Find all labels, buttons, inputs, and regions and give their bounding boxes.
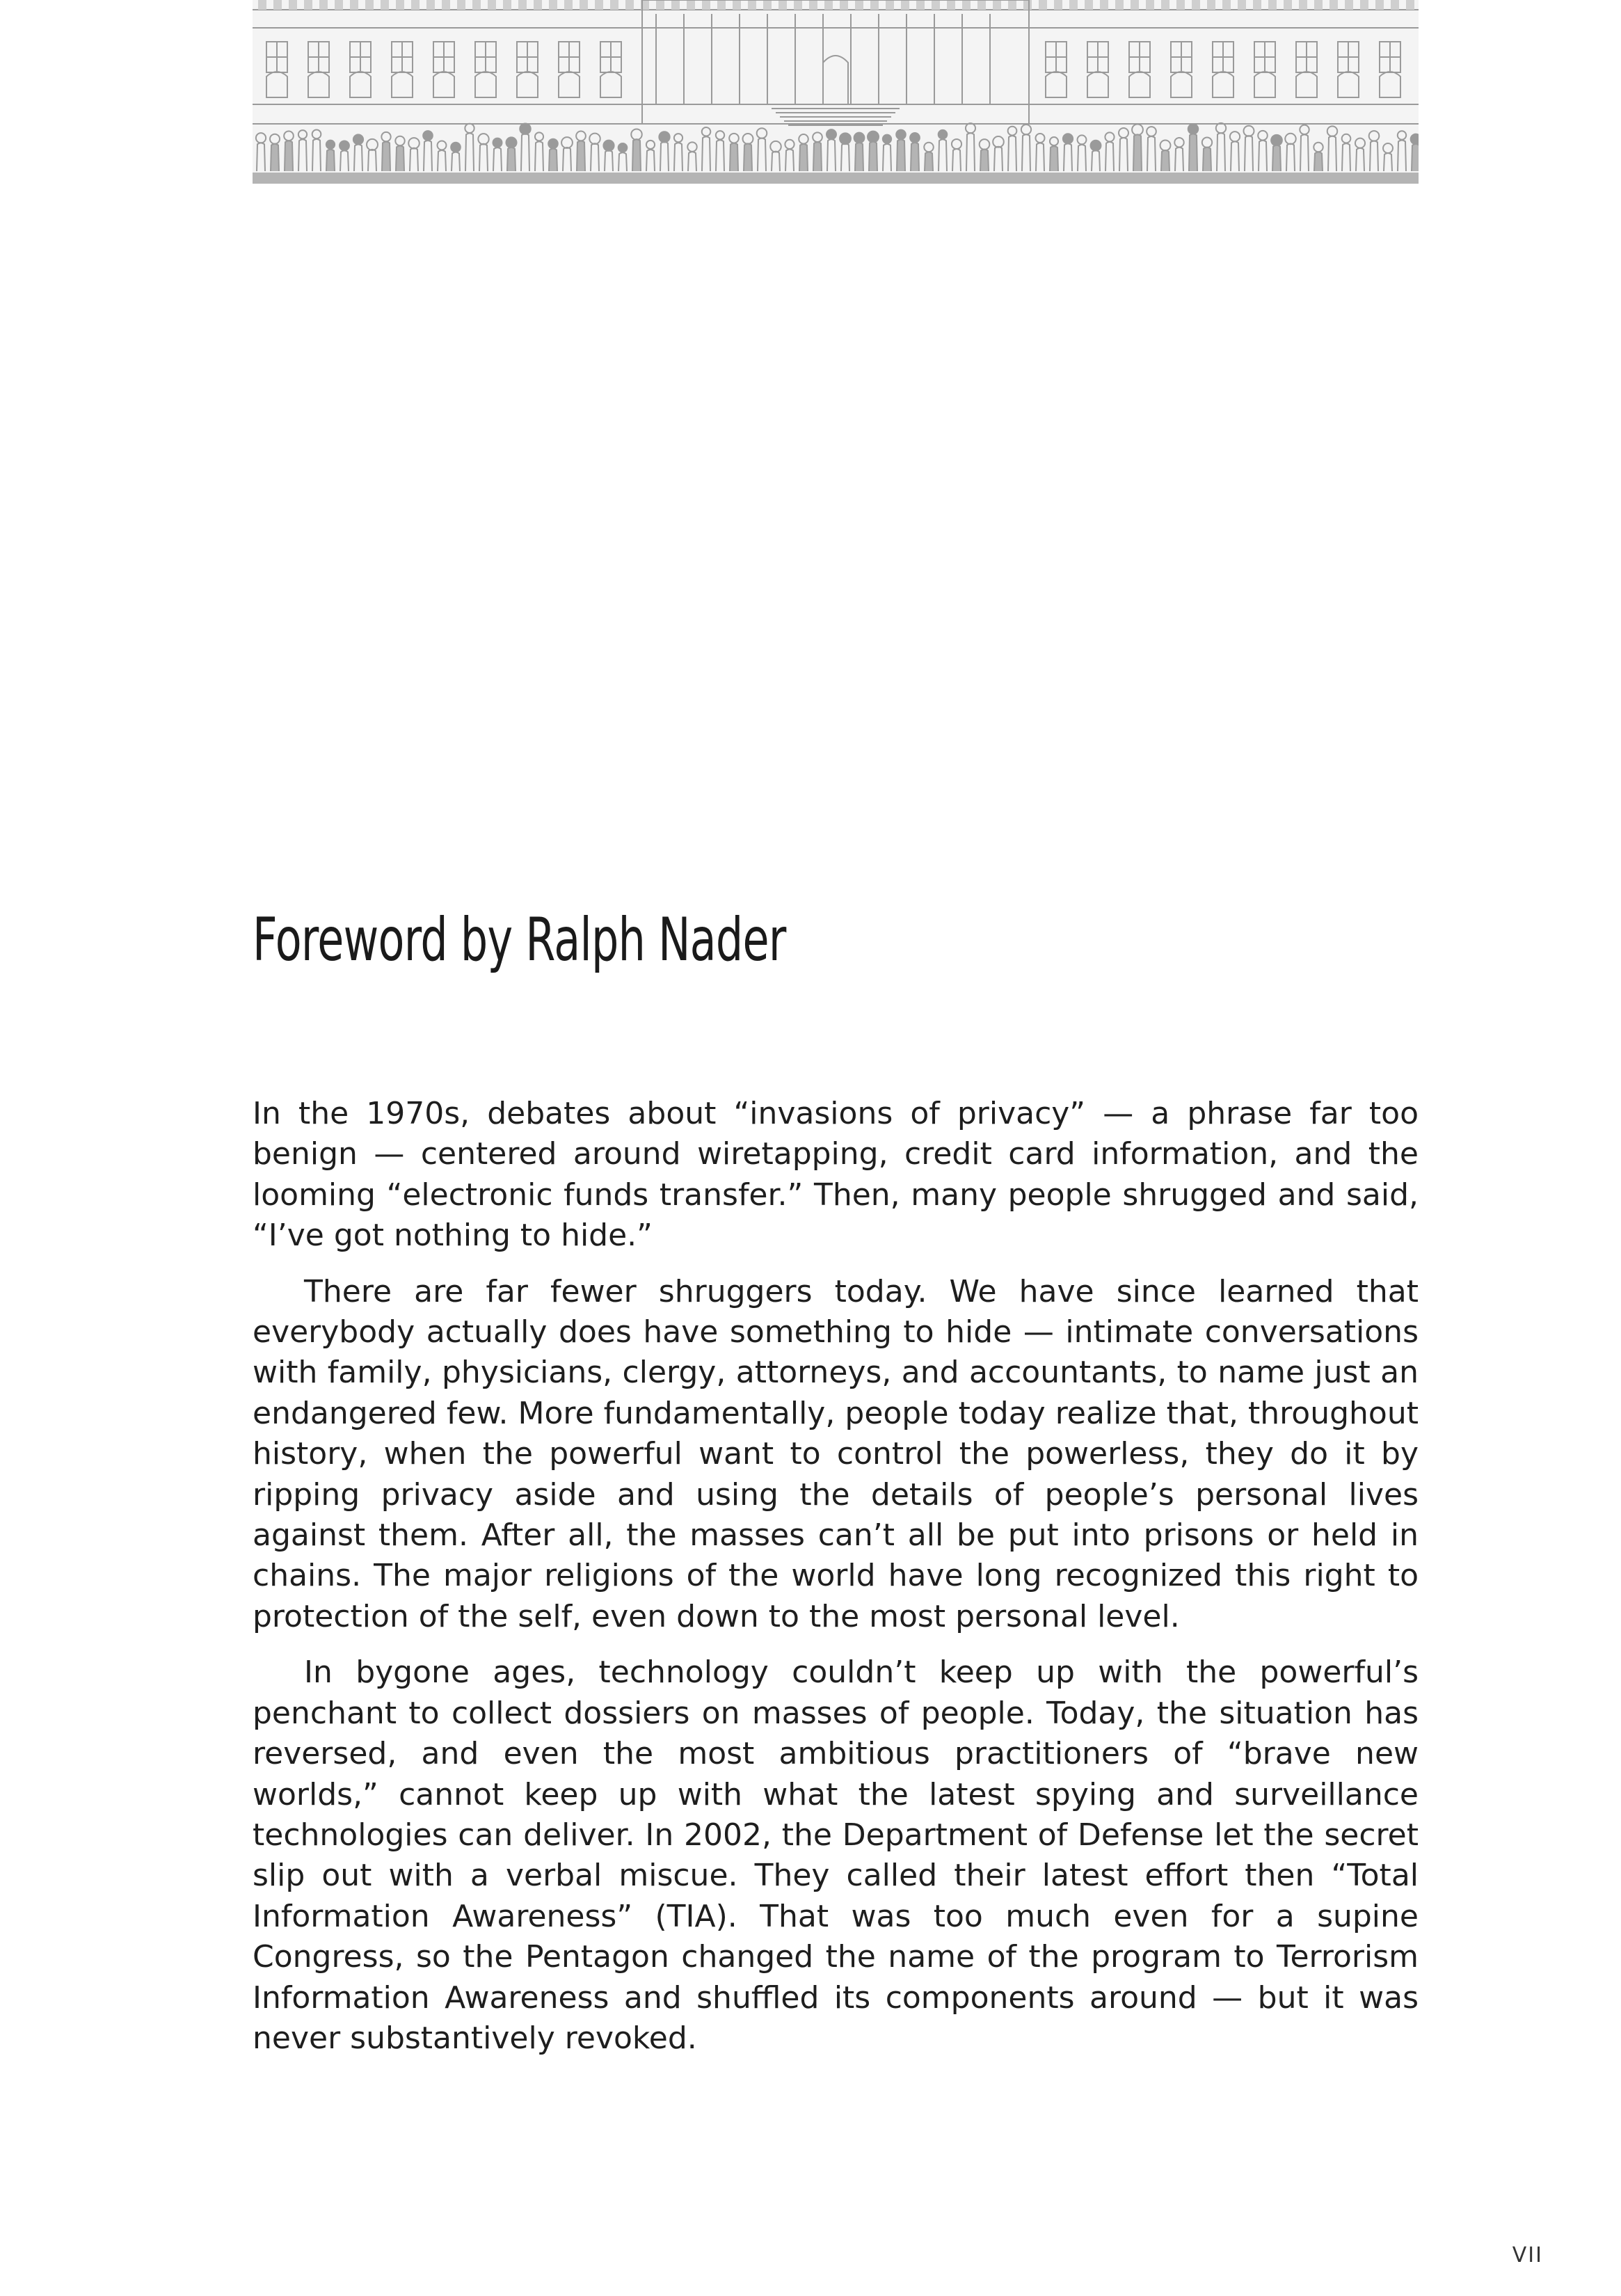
dentil [488, 0, 496, 10]
crowd-head [939, 130, 948, 139]
dentil [733, 0, 741, 10]
dentil [748, 0, 756, 10]
paragraph-1: In the 1970s, debates about “invasions of privacy” — a phrase far too benign — centered around wiretapping, credit card information, and the looming “electronic funds transfer.” Then, many people shrugged and said, “I’ve got nothing to hide.” [253, 1096, 1419, 1254]
crowd-head [659, 131, 669, 142]
dentil [625, 0, 634, 10]
crowd-head [423, 131, 433, 141]
dentil [794, 0, 802, 10]
crowd-head [340, 141, 349, 150]
dentil [962, 0, 971, 10]
dentil [549, 0, 557, 10]
dentil [977, 0, 986, 10]
crowd-head [1091, 141, 1101, 151]
crowd-body [1412, 144, 1419, 171]
crowd-body [897, 139, 905, 171]
dentil [335, 0, 343, 10]
crowd-body [577, 141, 585, 171]
dentil [993, 0, 1001, 10]
dentil [1085, 0, 1093, 10]
crowd-body [1189, 134, 1197, 171]
dentil [1238, 0, 1246, 10]
dentil [1329, 0, 1338, 10]
crowd-head [618, 143, 628, 152]
crowd-body [855, 143, 863, 171]
crowd-head [854, 133, 865, 143]
dentil [1222, 0, 1231, 10]
dentil [319, 0, 328, 10]
crowd-head [1063, 134, 1073, 143]
dentil [1284, 0, 1292, 10]
dentil [472, 0, 481, 10]
crowd-head [896, 130, 906, 140]
dentil [1207, 0, 1215, 10]
crowd-body [925, 152, 933, 171]
dentil [534, 0, 542, 10]
dentil [809, 0, 817, 10]
crowd-head [603, 141, 614, 151]
dentil [702, 0, 710, 10]
crowd-body [813, 142, 822, 171]
dentil [580, 0, 588, 10]
dentil [778, 0, 787, 10]
crowd-body [549, 149, 557, 171]
crowd-head [548, 139, 558, 149]
dentil [824, 0, 833, 10]
dentil [763, 0, 772, 10]
dentil [656, 0, 664, 10]
dentil [365, 0, 374, 10]
crowd-body [911, 143, 919, 171]
foreword-body [253, 1094, 1419, 2074]
crowd-head [868, 131, 879, 143]
chapter-title: Foreword by Ralph Nader [253, 905, 786, 975]
dentil [518, 0, 527, 10]
header-illustration [253, 0, 1419, 184]
crowd-head [520, 123, 530, 134]
dentil [1345, 0, 1353, 10]
dentil [1299, 0, 1307, 10]
crowd-head [451, 143, 461, 152]
dentil [1100, 0, 1108, 10]
paragraph-2: There are far fewer shruggers today. We have since learned that everybody actually does have something to hide — intimate conversations with family, physicians, clergy, attorneys, and accountants, to name just an endangered few. More fundamentally, people today realize that, throughout history, when the powerful want to control the powerless, they do it by ripping privacy aside and using the details of people’s personal lives against them. After all, the masses can’t all be put into prisons or held in chains. The major religions of the world have long recognized this right to protection of the self, even down to the most personal level. [253, 1273, 1419, 1634]
crowd-head [506, 137, 516, 148]
dentil [855, 0, 863, 10]
crowd-body [271, 144, 279, 171]
dentil [350, 0, 358, 10]
dentil [457, 0, 465, 10]
dentil [1391, 0, 1399, 10]
crowd-body [869, 142, 877, 171]
dentil [687, 0, 695, 10]
dentil [503, 0, 511, 10]
crowd-head [1188, 124, 1198, 134]
dentil [717, 0, 726, 10]
dentil [258, 0, 266, 10]
dentil [1314, 0, 1323, 10]
dentil [1146, 0, 1154, 10]
dentil [1054, 0, 1062, 10]
paragraph-3: In bygone ages, technology couldn’t keep up with the powerful’s penchant to collect dossiers on masses of people. Today, the situation has reversed, and even the most ambitious practitioners of “brave new worlds,” cannot keep up with what the latest spying and surveillance technologies can deliver. In 2002, the Department of Defense let the secret slip out with a verbal miscue. They called their latest effort then “Total Information Awareness” (TIA). That was too much even for a supine Congress, so the Pentagon changed the name of the program to Terrorism Information Awareness and shuffled its components around — but it was never substantively revoked. [253, 1655, 1419, 2056]
dentil [840, 0, 848, 10]
crowd-body [980, 149, 989, 171]
dentil [1406, 0, 1414, 10]
dentil [1131, 0, 1139, 10]
crowd-body [285, 141, 293, 171]
crowd-head [910, 133, 920, 143]
dentil [916, 0, 925, 10]
bottom-band [253, 173, 1419, 184]
crowd-body [744, 143, 752, 171]
dentil [901, 0, 909, 10]
dentil [1268, 0, 1277, 10]
dentil [304, 0, 312, 10]
dentil [947, 0, 955, 10]
crowd-body [382, 142, 390, 171]
crowd-head [1271, 135, 1282, 146]
crowd-body [1133, 134, 1142, 171]
dentil [1192, 0, 1200, 10]
crowd-body [632, 139, 641, 171]
crowd-head [883, 135, 891, 143]
crowd-head [353, 134, 363, 144]
dentil [1069, 0, 1078, 10]
crowd-body [1203, 148, 1211, 171]
crowd-body [799, 144, 808, 171]
crowd-body [396, 145, 404, 171]
dentil [1039, 0, 1047, 10]
dentil [1360, 0, 1368, 10]
dentil [381, 0, 389, 10]
crowd-head [493, 138, 502, 148]
crowd-body [1314, 152, 1323, 171]
dentil [1176, 0, 1185, 10]
dentil [932, 0, 940, 10]
dentil [426, 0, 435, 10]
crowd-body [1161, 150, 1169, 171]
crowd-body [730, 143, 738, 171]
crowd-head [1411, 134, 1419, 145]
capitol-building-illustration [253, 0, 1419, 184]
crowd-body [1272, 145, 1281, 171]
dentil [442, 0, 450, 10]
dentil [610, 0, 618, 10]
dentil [273, 0, 282, 10]
dentil [1023, 0, 1032, 10]
crowd-body [326, 150, 335, 171]
dentil [564, 0, 573, 10]
dentil [1008, 0, 1016, 10]
crowd-head [827, 129, 836, 139]
crowd-body [1050, 146, 1058, 171]
dentil [1115, 0, 1124, 10]
dentil [870, 0, 879, 10]
dentil [1375, 0, 1384, 10]
dentil [289, 0, 297, 10]
dentil [886, 0, 894, 10]
dentil [1161, 0, 1169, 10]
dentil [411, 0, 420, 10]
dentil [595, 0, 603, 10]
crowd-body [507, 148, 516, 171]
page-number: VII [1512, 2243, 1543, 2267]
crowd-head [326, 141, 335, 149]
dentil [671, 0, 680, 10]
dentil [396, 0, 404, 10]
crowd-head [840, 133, 851, 144]
dentil [1253, 0, 1261, 10]
